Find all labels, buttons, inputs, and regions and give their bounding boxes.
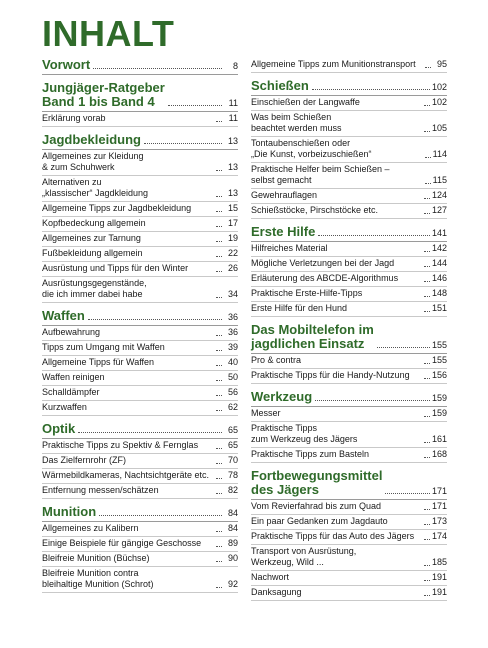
toc-chapter-jagdbekleidung	[42, 133, 238, 150]
page-number: 124	[431, 190, 447, 200]
dot-leader	[424, 265, 430, 267]
entry-label: Kopfbedeckung allgemein	[42, 218, 146, 228]
dot-leader	[385, 492, 430, 494]
dot-leader	[424, 579, 430, 581]
page-number: 127	[431, 205, 447, 215]
toc-chapter-jungjäger-ratgeber	[42, 81, 238, 112]
toc-entry-alternativen-zu	[42, 176, 238, 202]
toc-entry-praktische-helfer-beim-schießen	[251, 163, 447, 189]
entry-label: Danksagung	[251, 587, 302, 597]
dot-leader	[216, 195, 222, 197]
dot-leader	[216, 169, 222, 171]
page-number: 92	[227, 579, 238, 589]
dot-leader	[216, 586, 222, 588]
page-number: 155	[431, 340, 447, 350]
toc-entry-nachwort	[251, 571, 447, 586]
chapter-title: Vorwort	[42, 57, 91, 72]
toc-entry-ausrüstungsgegenstände	[42, 277, 238, 303]
entry-label: Allgemeines zu Kalibern	[42, 523, 139, 533]
toc-entry-ein-paar-gedanken-zum-jagdauto	[251, 515, 447, 530]
page-title: INHALT	[42, 13, 175, 54]
chapter-title: Erste Hilfe	[251, 224, 316, 239]
entry-label: Tipps zum Umgang mit Waffen	[42, 342, 165, 352]
toc-entry-allgemeine-tipps-für-waffen	[42, 356, 238, 371]
entry-label: Erste Hilfe für den Hund	[251, 303, 348, 313]
dot-leader	[424, 508, 430, 510]
entry-label: Bleifreie Munition contra bleihaltige Munition (Schrot)	[42, 568, 154, 589]
page-number: 102	[431, 82, 447, 92]
toc-entry-transport-von-ausrüstung	[251, 545, 447, 571]
entry-label: Entfernung messen/schätzen	[42, 485, 159, 495]
page-number: 70	[227, 455, 238, 465]
dot-leader	[424, 130, 430, 132]
chapter-title: Werkzeug	[251, 389, 313, 404]
page-number: 159	[431, 393, 447, 403]
dot-leader	[216, 334, 222, 336]
toc-entry-erste-hilfe-für-den-hund	[251, 302, 447, 317]
entry-label: Erläuterung des ABCDE-Algorithmus	[251, 273, 399, 283]
dot-leader	[424, 523, 430, 525]
dot-leader	[216, 492, 222, 494]
entry-label: Praktische Tipps zum Werkzeug des Jägers	[251, 423, 358, 444]
page-number: 36	[227, 327, 238, 337]
entry-label: Kurzwaffen	[42, 402, 87, 412]
dot-leader	[216, 462, 222, 464]
entry-label: Einschießen der Langwaffe	[251, 97, 360, 107]
dot-leader	[78, 431, 222, 433]
entry-label: Nachwort	[251, 572, 290, 582]
dot-leader	[216, 349, 222, 351]
toc-entry-praktische-erste-hilfe-tipps	[251, 287, 447, 302]
toc-entry-messer	[251, 407, 447, 422]
toc-entry-vom-revierfahrad-bis-zum-quad	[251, 500, 447, 515]
toc-chapter-schießen	[251, 79, 447, 96]
toc-entry-schalldämpfer	[42, 386, 238, 401]
page-number: 11	[228, 98, 238, 108]
dot-leader	[88, 318, 222, 320]
toc-entry-entfernung-messen-schätzen	[42, 484, 238, 499]
toc-entry-hilfreiches-material	[251, 242, 447, 257]
entry-label: Was beim Schießen beachtet werden muss	[251, 112, 342, 133]
entry-label: Ein paar Gedanken zum Jagdauto	[251, 516, 388, 526]
entry-label: Schießstöcke, Pirschstöcke etc.	[251, 205, 379, 215]
toc-chapter-werkzeug	[251, 390, 447, 407]
page-number: 114	[432, 149, 447, 159]
page-number: 148	[431, 288, 447, 298]
dot-leader	[377, 346, 430, 348]
dot-leader	[424, 250, 430, 252]
dot-leader	[424, 104, 430, 106]
entry-label: Fußbekleidung allgemein	[42, 248, 143, 258]
page-number: 89	[227, 538, 238, 548]
page-number: 142	[431, 243, 447, 253]
chapter-title: Fortbewegungsmittel des Jägers	[251, 468, 383, 497]
entry-label: Wärmebildkameras, Nachtsichtgeräte etc.	[42, 470, 210, 480]
toc-entry-mögliche-verletzungen-bei-der-jagd	[251, 257, 447, 272]
dot-leader	[216, 240, 222, 242]
chapter-title: Jungjäger-Ratgeber Band 1 bis Band 4	[42, 80, 165, 109]
entry-label: Messer	[251, 408, 281, 418]
page-number: 13	[227, 188, 238, 198]
dot-leader	[216, 447, 222, 449]
entry-label: Pro & contra	[251, 355, 302, 365]
toc-chapter-das-mobiltelefon-im	[251, 323, 447, 354]
page-number: 15	[227, 203, 238, 213]
entry-label: Allgemeine Tipps zur Jagdbekleidung	[42, 203, 192, 213]
toc-chapter-waffen	[42, 309, 238, 326]
entry-label: Erklärung vorab	[42, 113, 106, 123]
toc-entry-kurzwaffen	[42, 401, 238, 416]
toc-entry-bleifreie-munition-büchse	[42, 552, 238, 567]
entry-label: Bleifreie Munition (Büchse)	[42, 553, 150, 563]
dot-leader	[424, 456, 430, 458]
toc-entry-kopfbedeckung-allgemein	[42, 217, 238, 232]
dot-leader	[424, 212, 430, 214]
page-number: 191	[431, 572, 447, 582]
entry-label: Transport von Ausrüstung, Werkzeug, Wild ...	[251, 546, 357, 567]
toc-entry-praktische-tipps-für-das-auto-des-jägers	[251, 530, 447, 545]
dot-leader	[216, 210, 222, 212]
dot-leader	[216, 477, 222, 479]
dot-leader	[216, 530, 222, 532]
entry-label: Mögliche Verletzungen bei der Jagd	[251, 258, 395, 268]
page-number: 84	[227, 523, 238, 533]
dot-leader	[424, 538, 430, 540]
page-number: 17	[227, 218, 238, 228]
toc-entry-allgemeines-zur-kleidung	[42, 150, 238, 176]
page-number: 65	[227, 425, 238, 435]
page-number: 82	[227, 485, 238, 495]
page-number: 39	[227, 342, 238, 352]
entry-label: Waffen reinigen	[42, 372, 105, 382]
entry-label: Einige Beispiele für gängige Geschosse	[42, 538, 202, 548]
dot-leader	[424, 441, 430, 443]
page-number: 155	[431, 355, 447, 365]
toc-left-column	[42, 58, 238, 593]
dot-leader	[216, 409, 222, 411]
entry-label: Praktische Tipps zum Basteln	[251, 449, 370, 459]
page-number: 84	[227, 508, 238, 518]
toc-chapter-erste-hilfe	[251, 225, 447, 242]
dot-leader	[216, 270, 222, 272]
page-number: 102	[431, 97, 447, 107]
toc-entry-allgemeines-zur-tarnung	[42, 232, 238, 247]
page-number: 173	[431, 516, 447, 526]
entry-label: Praktische Tipps für die Handy-Nutzung	[251, 370, 410, 380]
dot-leader	[216, 545, 222, 547]
page-number: 95	[436, 59, 447, 69]
page-number: 159	[431, 408, 447, 418]
chapter-title: Schießen	[251, 78, 309, 93]
dot-leader	[315, 399, 430, 401]
entry-label: Das Zielfernrohr (ZF)	[42, 455, 127, 465]
toc-entry-allgemeine-tipps-zur-jagdbekleidung	[42, 202, 238, 217]
dot-leader	[424, 362, 430, 364]
page-number: 144	[431, 258, 447, 268]
toc-chapter-vorwort	[42, 58, 238, 75]
dot-leader	[424, 564, 430, 566]
page-number: 11	[228, 113, 238, 123]
chapter-title: Munition	[42, 504, 97, 519]
dot-leader	[216, 394, 222, 396]
dot-leader	[99, 514, 222, 516]
entry-label: Praktische Erste-Hilfe-Tipps	[251, 288, 363, 298]
entry-label: Allgemeine Tipps für Waffen	[42, 357, 155, 367]
entry-label: Vom Revierfahrad bis zum Quad	[251, 501, 382, 511]
dot-leader	[425, 66, 431, 68]
page-number: 65	[227, 440, 238, 450]
toc-entry-pro-contra	[251, 354, 447, 369]
page-number: 105	[431, 123, 447, 133]
toc-entry-waffen-reinigen	[42, 371, 238, 386]
toc-entry-gewehrauflagen	[251, 189, 447, 204]
page-number: 22	[227, 248, 238, 258]
entry-label: Allgemeine Tipps zum Munitionstransport	[251, 59, 416, 69]
toc-entry-praktische-tipps-für-die-handy-nutzung	[251, 369, 447, 384]
page-number: 90	[227, 553, 238, 563]
entry-label: Praktische Helfer beim Schießen – selbst gemacht	[251, 164, 390, 185]
dot-leader	[424, 377, 430, 379]
toc-entry-danksagung	[251, 586, 447, 601]
page-number: 141	[431, 228, 447, 238]
page-number: 171	[431, 486, 447, 496]
chapter-title: Jagdbekleidung	[42, 132, 141, 147]
toc-entry-wärmebildkameras-nachtsichtgeräte-etc	[42, 469, 238, 484]
toc-entry-schießstöcke-pirschstöcke-etc	[251, 204, 447, 219]
dot-leader	[216, 379, 222, 381]
entry-label: Allgemeines zur Tarnung	[42, 233, 141, 243]
dot-leader	[318, 234, 430, 236]
dot-leader	[216, 296, 222, 298]
chapter-title: Das Mobiltelefon im jagdlichen Einsatz	[251, 322, 374, 351]
dot-leader	[93, 67, 222, 69]
page-number: 50	[227, 372, 238, 382]
page-number: 62	[227, 402, 238, 412]
page-number: 191	[431, 587, 447, 597]
page-number: 174	[431, 531, 447, 541]
toc-entry-einschießen-der-langwaffe	[251, 96, 447, 111]
dot-leader	[216, 364, 222, 366]
page-number: 56	[227, 387, 238, 397]
page-number: 161	[431, 434, 447, 444]
toc-chapter-munition	[42, 505, 238, 522]
dot-leader	[424, 594, 430, 596]
entry-label: Ausrüstungsgegenstände, die ich immer dabei habe	[42, 278, 147, 299]
toc-entry-das-zielfernrohr-zf	[42, 454, 238, 469]
dot-leader	[312, 88, 430, 90]
page-number: 19	[227, 233, 238, 243]
toc-entry-allgemeine-tipps-zum-munitionstransport	[251, 58, 447, 73]
toc-right-column	[251, 58, 447, 601]
dot-leader	[216, 560, 222, 562]
page-number: 156	[431, 370, 447, 380]
page-number: 13	[227, 136, 238, 146]
page-number: 151	[431, 303, 447, 313]
toc-entry-tontaubenschießen-oder	[251, 137, 447, 163]
toc-entry-tipps-zum-umgang-mit-waffen	[42, 341, 238, 356]
entry-label: Alternativen zu „klassischer“ Jagdkleidung	[42, 177, 149, 198]
dot-leader	[424, 310, 430, 312]
chapter-title: Optik	[42, 421, 76, 436]
toc-entry-fußbekleidung-allgemein	[42, 247, 238, 262]
toc-entry-ausrüstung-und-tipps-für-den-winter	[42, 262, 238, 277]
page-number: 146	[431, 273, 447, 283]
dot-leader	[425, 182, 431, 184]
entry-label: Schalldämpfer	[42, 387, 100, 397]
page-number: 185	[431, 557, 447, 567]
page-number: 8	[232, 61, 238, 71]
entry-label: Ausrüstung und Tipps für den Winter	[42, 263, 189, 273]
entry-label: Hilfreiches Material	[251, 243, 328, 253]
dot-leader	[216, 225, 222, 227]
entry-label: Aufbewahrung	[42, 327, 101, 337]
entry-label: Allgemeines zur Kleidung & zum Schuhwerk	[42, 151, 144, 172]
dot-leader	[424, 415, 430, 417]
toc-entry-praktische-tipps-zu-spektiv-fernglas	[42, 439, 238, 454]
page-number: 40	[227, 357, 238, 367]
page-number: 34	[227, 289, 238, 299]
toc-entry-praktische-tipps-zum-basteln	[251, 448, 447, 463]
toc-entry-was-beim-schießen	[251, 111, 447, 137]
page-number: 13	[227, 162, 238, 172]
dot-leader	[424, 197, 430, 199]
entry-label: Praktische Tipps für das Auto des Jägers	[251, 531, 415, 541]
toc-entry-erklärung-vorab	[42, 112, 238, 127]
toc-chapter-fortbewegungsmittel	[251, 469, 447, 500]
page-number: 26	[227, 263, 238, 273]
dot-leader	[144, 142, 222, 144]
toc-entry-allgemeines-zu-kalibern	[42, 522, 238, 537]
toc-entry-praktische-tipps	[251, 422, 447, 448]
dot-leader	[168, 104, 222, 106]
page-number: 78	[227, 470, 238, 480]
toc-entry-bleifreie-munition-contra	[42, 567, 238, 593]
toc-entry-erläuterung-des-abcde-algorithmus	[251, 272, 447, 287]
dot-leader	[216, 255, 222, 257]
chapter-title: Waffen	[42, 308, 85, 323]
dot-leader	[425, 156, 431, 158]
page-number: 115	[432, 175, 447, 185]
toc-chapter-optik	[42, 422, 238, 439]
toc-entry-aufbewahrung	[42, 326, 238, 341]
dot-leader	[424, 280, 430, 282]
entry-label: Tontaubenschießen oder „Die Kunst, vorbeizuschießen“	[251, 138, 372, 159]
entry-label: Praktische Tipps zu Spektiv & Fernglas	[42, 440, 199, 450]
page-number: 36	[227, 312, 238, 322]
dot-leader	[216, 120, 222, 122]
entry-label: Gewehrauflagen	[251, 190, 318, 200]
dot-leader	[424, 295, 430, 297]
page-number: 168	[431, 449, 447, 459]
toc-entry-einige-beispiele-für-gängige-geschosse	[42, 537, 238, 552]
page-number: 171	[431, 501, 447, 511]
